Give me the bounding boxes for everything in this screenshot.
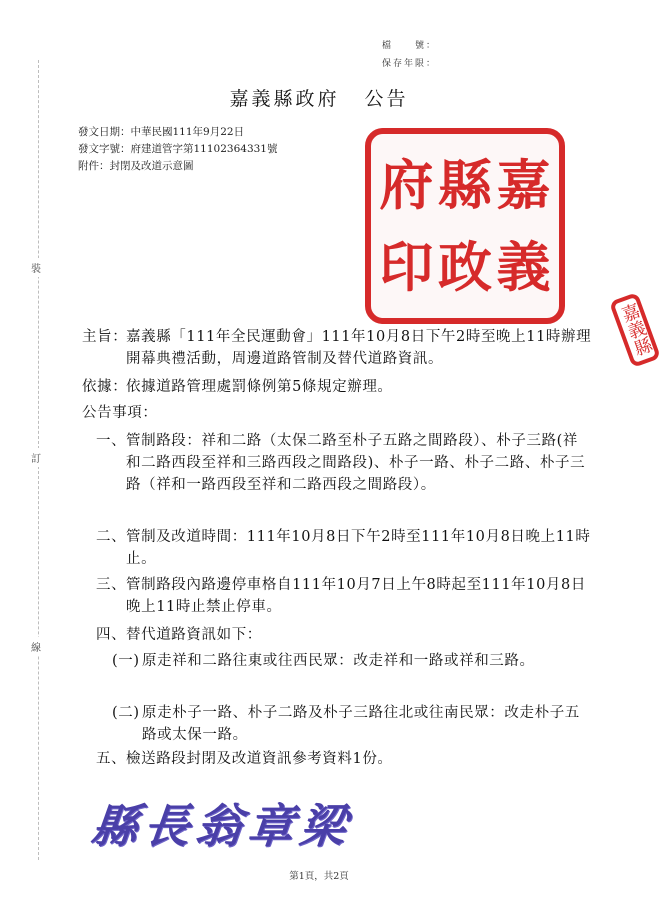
binding-char-zhuang: 裝 bbox=[31, 258, 41, 277]
item-3-number: 三、 bbox=[96, 577, 127, 593]
item-5-number: 五、 bbox=[96, 751, 127, 767]
partial-seal-stamp: 嘉義縣 bbox=[609, 292, 661, 368]
sub-item-1-text: 原走祥和二路往東或往西民眾：改走祥和一路或祥和三路。 bbox=[142, 653, 535, 669]
binding-char-xian: 線 bbox=[31, 637, 41, 656]
subject-block bbox=[82, 326, 592, 370]
sub-item-2-text: 原走朴子一路、朴子二路及朴子三路往北或往南民眾：改走朴子五路或太保一路。 bbox=[142, 705, 580, 743]
issue-number: 發文字號：府建道管字第11102364331號 bbox=[78, 143, 278, 155]
document-type: 公告 bbox=[364, 88, 409, 110]
agency-name: 嘉義縣政府 bbox=[229, 88, 340, 110]
sub-item-1-number: (一) bbox=[112, 653, 140, 669]
items-heading: 公告事項： bbox=[82, 405, 158, 421]
official-seal: 嘉 義 縣 政 府 印 bbox=[365, 128, 565, 324]
item-5 bbox=[96, 748, 592, 770]
basis-block bbox=[82, 376, 592, 398]
item-4-number: 四、 bbox=[96, 627, 127, 643]
item-5-text: 檢送路段封閉及改道資訊參考資料1份。 bbox=[126, 751, 393, 767]
page-number: 第1頁，共2頁 bbox=[289, 871, 349, 882]
sub-item-1 bbox=[112, 650, 592, 672]
item-4-text: 替代道路資訊如下： bbox=[126, 627, 262, 643]
item-3 bbox=[96, 574, 592, 618]
item-2-number: 二、 bbox=[96, 529, 127, 545]
basis-label: 依據： bbox=[82, 379, 128, 395]
item-4 bbox=[96, 624, 592, 646]
basis-text: 依據道路管理處罰條例第5條規定辦理。 bbox=[126, 379, 393, 395]
issue-date: 發文日期：中華民國111年9月22日 bbox=[78, 126, 245, 138]
item-3-text: 管制路段內路邊停車格自111年10月7日上午8時起至111年10月8日晚上11時止禁止停車。 bbox=[126, 577, 586, 615]
sub-item-2 bbox=[112, 702, 592, 746]
subject-label: 主旨： bbox=[82, 329, 128, 345]
magistrate-signature: 縣長翁章梁 bbox=[88, 799, 355, 853]
item-2 bbox=[96, 526, 592, 570]
sub-item-2-number: (二) bbox=[112, 705, 140, 721]
binding-char-ding: 訂 bbox=[31, 448, 41, 467]
item-1-number: 一、 bbox=[96, 433, 127, 449]
item-1 bbox=[96, 430, 592, 496]
document-title bbox=[0, 84, 638, 111]
archive-number-label: 檔 號： bbox=[382, 41, 438, 51]
attachment-line: 附件：封閉及改道示意圖 bbox=[78, 160, 194, 172]
subject-text: 嘉義縣「111年全民運動會」111年10月8日下午2時至晚上11時辦理開幕典禮活動，周邊道路管制及替代道路資訊。 bbox=[126, 329, 592, 367]
retention-period-label: 保存年限： bbox=[382, 59, 438, 69]
item-2-text: 管制及改道時間：111年10月8日下午2時至111年10月8日晚上11時止。 bbox=[126, 529, 591, 567]
item-1-text: 管制路段：祥和二路（太保二路至朴子五路之間路段）、朴子三路(祥和二路西段至祥和三路西段之間路段)、朴子一路、朴子二路、朴子三路（祥和一路西段至祥和二路西段之間路段）。 bbox=[126, 433, 586, 493]
